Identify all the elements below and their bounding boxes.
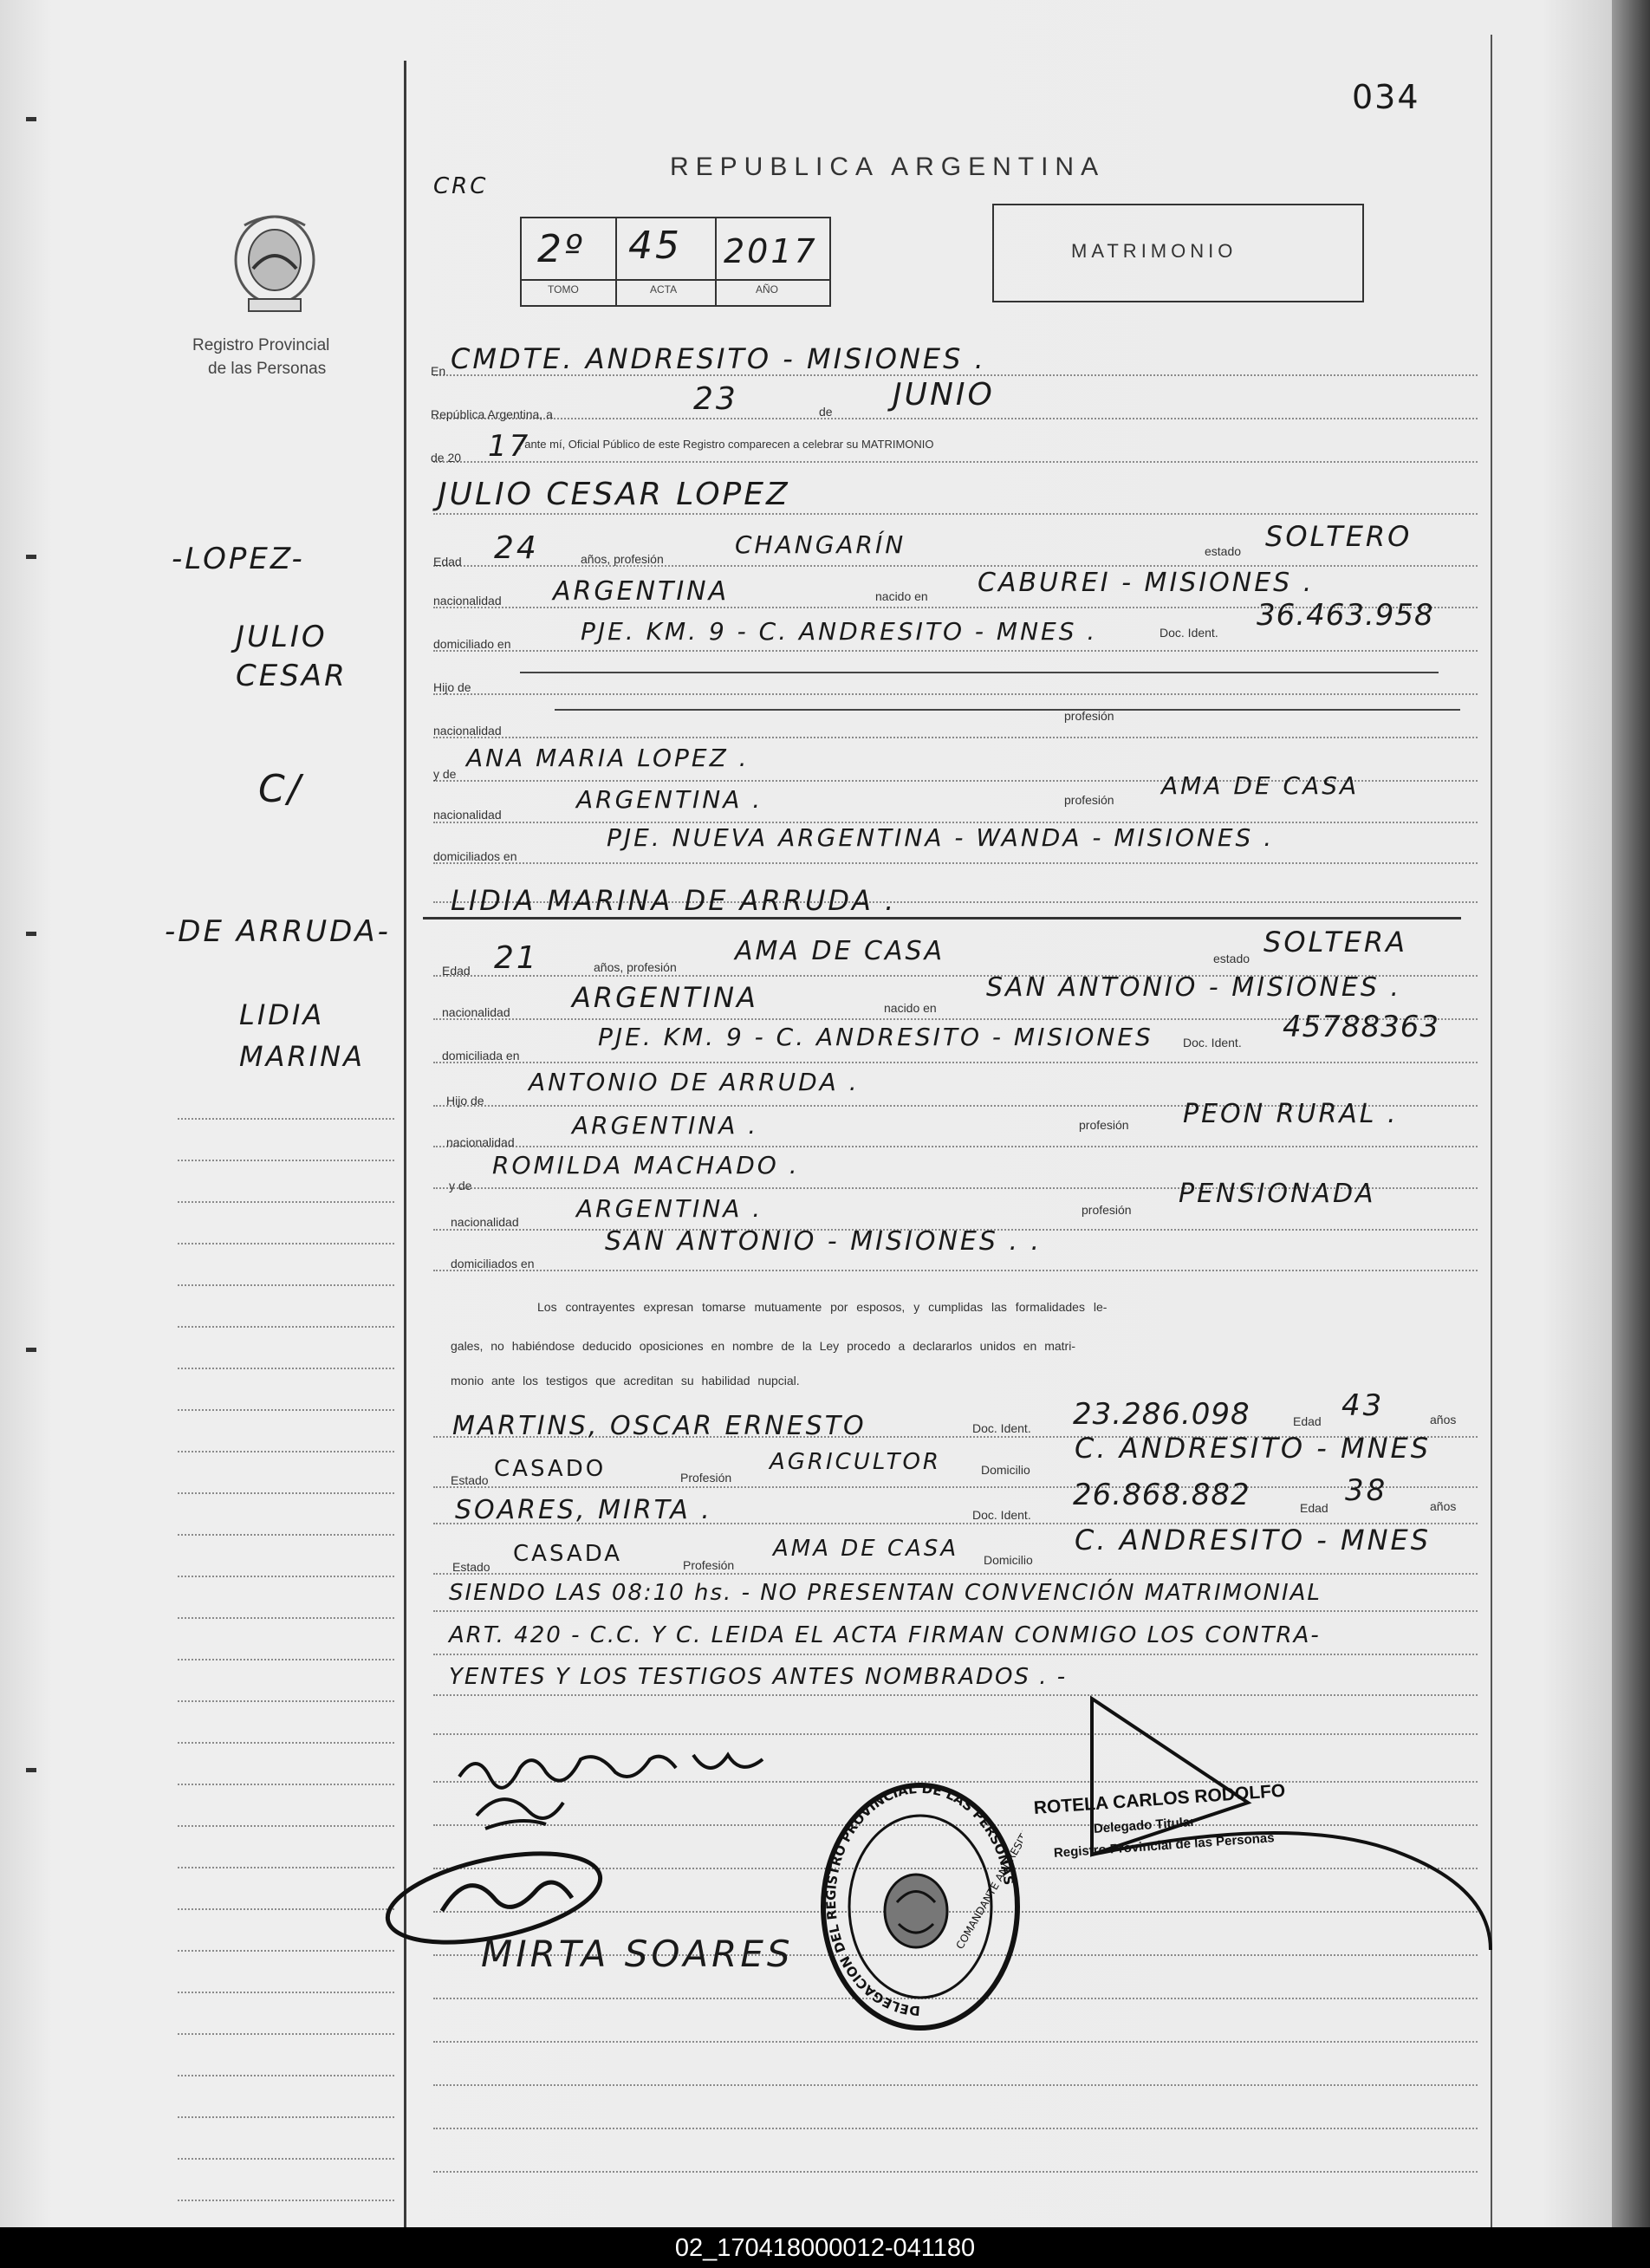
registry-line2: de las Personas [208, 360, 327, 378]
ceremony-day: 23 [693, 381, 738, 417]
form-dotted-line [433, 2171, 1478, 2173]
sidebar-dotted-line [178, 1784, 394, 1785]
sidebar-dotted-line [178, 2075, 394, 2076]
bride-name1: LIDIA [239, 998, 325, 1031]
witness1-estado-label: Estado [451, 1473, 489, 1487]
groom-name2: CESAR [236, 659, 348, 693]
groom-name1: JULIO [236, 620, 328, 654]
sidebar-dotted-line [178, 2200, 394, 2201]
groom-mother-label: y de [433, 767, 457, 781]
witness1-name: MARTINS, OSCAR ERNESTO [452, 1411, 867, 1441]
official-office: Registro Provincial de las Personas [1053, 1830, 1276, 1861]
witness1-age-label: Edad [1293, 1414, 1322, 1428]
witness2-age-label: Edad [1300, 1501, 1328, 1515]
official-name: ROTELA CARLOS RODOLFO [1033, 1780, 1286, 1818]
acta-label: ACTA [650, 283, 678, 296]
form-dotted-line [433, 1654, 1478, 1655]
stamp-inner-text: COMANDANTE ANDRESITO [953, 1824, 1023, 1952]
tomo-value: 2º [537, 227, 585, 271]
note-line3: YENTES Y LOS TESTIGOS ANTES NOMBRADOS . - [449, 1664, 1068, 1690]
country-title: REPUBLICA ARGENTINA [670, 153, 1106, 181]
act-type: MATRIMONIO [1071, 240, 1238, 262]
en-label: En [431, 364, 446, 378]
sidebar-dotted-line [178, 2158, 394, 2160]
bride-father-nat: ARGENTINA . [572, 1111, 759, 1140]
bride-age: 21 [494, 940, 539, 976]
groom-doc-label: Doc. Ident. [1160, 626, 1218, 640]
bride-mother-prof: PENSIONADA [1179, 1179, 1376, 1209]
sidebar-dotted-line [178, 1825, 394, 1827]
sidebar-dotted-line [178, 1284, 394, 1286]
sidebar-dotted-line [178, 1992, 394, 1993]
form-dotted-line [433, 418, 1478, 419]
year-label: de 20 [431, 451, 462, 465]
form-dotted-line [433, 650, 1478, 652]
anio-value: 2017 [724, 232, 818, 270]
witness1-years-label: años [1430, 1413, 1457, 1426]
form-dotted-line [433, 1062, 1478, 1063]
registry-stamp [819, 1777, 1023, 2037]
groom-age-label: Edad [433, 555, 462, 569]
form-dotted-line [433, 2128, 1478, 2129]
bride-father-nat-label: nacionalidad [446, 1135, 515, 1149]
witness1-estado: CASADO [494, 1456, 607, 1482]
bride-hijo-label: Hijo de [446, 1094, 484, 1108]
page-number: 034 [1352, 78, 1420, 116]
witness2-doc-label: Doc. Ident. [972, 1508, 1031, 1522]
witness2-profession: AMA DE CASA [773, 1536, 959, 1562]
bride-domicilio-label: domiciliada en [442, 1049, 520, 1063]
witness1-domicilio: C. ANDRESITO - MNES [1075, 1432, 1432, 1465]
groom-nationality-label: nacionalidad [433, 594, 502, 608]
de-label: de [819, 405, 833, 419]
groom-section-divider [423, 917, 1461, 920]
groom-hijo-label: Hijo de [433, 680, 471, 694]
tomo-label: TOMO [548, 283, 579, 296]
bride-mother-label: y de [449, 1179, 472, 1192]
form-dotted-line [433, 1610, 1478, 1612]
sidebar-dotted-line [178, 1700, 394, 1702]
form-dotted-line [433, 862, 1478, 864]
sidebar-dotted-line [178, 1118, 394, 1120]
bride-nacido-label: nacido en [884, 1001, 937, 1015]
groom-estado-label: estado [1205, 544, 1242, 558]
bride-parents-dom-label: domiciliados en [451, 1257, 535, 1270]
bride-doc: 45788363 [1283, 1010, 1440, 1044]
bride-mother-nat: ARGENTINA . [576, 1194, 763, 1223]
form-dotted-line [433, 1573, 1478, 1575]
sidebar-dotted-line [178, 1326, 394, 1328]
groom-parents-dom: PJE. NUEVA ARGENTINA - WANDA - MISIONES . [607, 823, 1275, 852]
witness1-prof-label: Profesión [680, 1471, 732, 1485]
note-line2: ART. 420 - C.C. Y C. LEIDA EL ACTA FIRMAN CONMIGO LOS CONTRA- [449, 1622, 1321, 1648]
bride-mother-nat-label: nacionalidad [451, 1215, 519, 1229]
bride-doc-label: Doc. Ident. [1183, 1036, 1242, 1050]
connector: C/ [258, 767, 303, 811]
bride-estado-label: estado [1213, 952, 1250, 965]
sidebar-dotted-line [178, 1451, 394, 1452]
witness1-age: 43 [1341, 1388, 1385, 1423]
bride-years-prof-label: años, profesión [594, 960, 677, 974]
bride-full-name: LIDIA MARINA DE ARRUDA . [451, 884, 897, 917]
witness2-years-label: años [1430, 1499, 1457, 1513]
registry-line1: Registro Provincial [192, 336, 330, 354]
sidebar-dotted-line [178, 2116, 394, 2118]
document-id: 02_170418000012-041180 [674, 2234, 976, 2262]
witness1-doc: 23.286.098 [1073, 1397, 1250, 1432]
groom-father-prof-label: profesión [1064, 709, 1114, 723]
bride-birthplace: SAN ANTONIO - MISIONES . [986, 972, 1401, 1003]
groom-full-name: JULIO CESAR LOPEZ [438, 477, 790, 512]
sidebar-dotted-line [178, 1492, 394, 1494]
form-dotted-line [433, 1270, 1478, 1271]
groom-birthplace: CABUREI - MISIONES . [978, 568, 1315, 598]
ceremony-month: JUNIO [893, 377, 995, 413]
bride-nationality-label: nacionalidad [442, 1005, 510, 1019]
ceremony-year: 17 [488, 429, 531, 464]
sidebar-dotted-line [178, 1867, 394, 1868]
bride-mother-prof-label: profesión [1082, 1203, 1132, 1217]
declaration-line2: gales, no habiéndose deducido oposiciones en nombre de la Ley procedo a declararlos unidos en matri- [451, 1339, 1075, 1353]
witness1-doc-label: Doc. Ident. [972, 1421, 1031, 1435]
form-dotted-line [433, 1146, 1478, 1147]
bride-mother: ROMILDA MACHADO . [492, 1151, 800, 1179]
form-dotted-line [433, 737, 1478, 738]
cre-mark: CRC [433, 173, 489, 199]
bride-father: ANTONIO DE ARRUDA . [529, 1068, 860, 1096]
witness1-profession: AGRICULTOR [770, 1449, 941, 1475]
groom-surname: -LOPEZ- [172, 542, 305, 576]
groom-doc: 36.463.958 [1257, 598, 1434, 633]
groom-signature [451, 1733, 780, 1850]
groom-parents-dom-label: domiciliados en [433, 849, 517, 863]
official-title: Delegado Titular [1093, 1814, 1196, 1836]
bride-parents-dom: SAN ANTONIO - MISIONES . . [605, 1226, 1043, 1257]
sidebar-dotted-line [178, 1534, 394, 1536]
groom-mother-prof-label: profesión [1064, 793, 1114, 807]
form-dotted-line [433, 1486, 1478, 1488]
witness2-dom-label: Domicilio [984, 1553, 1033, 1567]
groom-age: 24 [494, 530, 539, 566]
coat-of-arms-icon [227, 208, 322, 321]
form-dotted-line [433, 2041, 1478, 2043]
bride-nationality: ARGENTINA [572, 981, 758, 1014]
sidebar-dotted-line [178, 1742, 394, 1744]
groom-nationality: ARGENTINA [553, 576, 730, 607]
bride-profession: AMA DE CASA [735, 936, 945, 966]
groom-address: PJE. KM. 9 - C. ANDRESITO - MNES . [581, 617, 1098, 646]
father-blank-line [520, 672, 1439, 673]
groom-mother-nat-label: nacionalidad [433, 808, 502, 822]
declaration-line1: Los contrayentes expresan tomarse mutuamente por esposos, y cumplidas las formalidades le- [537, 1300, 1108, 1314]
republica-label: República Argentina, a [431, 407, 553, 421]
groom-profession: CHANGARÍN [735, 530, 906, 559]
sidebar-dotted-line [178, 1576, 394, 1577]
witness1-dom-label: Domicilio [981, 1463, 1030, 1477]
witness2-domicilio: C. ANDRESITO - MNES [1075, 1524, 1432, 1556]
anio-label: AÑO [756, 283, 779, 296]
stamp-ring-text: DELEGACION DEL REGISTRO PROVINCIAL DE LAS PERSONAS [822, 1780, 1017, 2019]
bride-surname: -DE ARRUDA- [165, 914, 391, 949]
groom-estado: SOLTERO [1265, 520, 1413, 553]
ceremony-place: CMDTE. ANDRESITO - MISIONES . [451, 342, 986, 375]
book-edge [1612, 0, 1650, 2227]
witness2-doc: 26.868.882 [1073, 1478, 1250, 1512]
sidebar-dotted-line [178, 1659, 394, 1660]
sidebar-dotted-line [178, 2033, 394, 2035]
sidebar-dotted-line [178, 1908, 394, 1910]
intro-statement: , ante mí, Oficial Público de este Registro comparecen a celebrar su MATRIMONIO [518, 438, 934, 451]
groom-mother-nat: ARGENTINA . [576, 785, 763, 814]
groom-father-nat-label: nacionalidad [433, 724, 502, 738]
sidebar-dotted-line [178, 1201, 394, 1203]
groom-mother-prof: AMA DE CASA [1161, 771, 1360, 800]
form-dotted-line [433, 693, 1478, 695]
bride-address: PJE. KM. 9 - C. ANDRESITO - MISIONES [598, 1023, 1153, 1051]
sidebar-dotted-line [178, 1409, 394, 1411]
groom-years-prof-label: años, profesión [581, 552, 664, 566]
sidebar-dotted-line [178, 1950, 394, 1952]
bride-name2: MARINA [239, 1040, 365, 1073]
acta-value: 45 [628, 224, 682, 268]
bride-father-prof-label: profesión [1079, 1118, 1129, 1132]
witness2-estado-label: Estado [452, 1560, 490, 1574]
note-line1: SIENDO LAS 08:10 hs. - NO PRESENTAN CONVENCIÓN MATRIMONIAL [449, 1580, 1322, 1606]
sidebar-dotted-line [178, 1368, 394, 1369]
groom-nacido-label: nacido en [875, 589, 928, 603]
sidebar-dotted-line [178, 1617, 394, 1619]
witness2-signature: MIRTA SOARES [481, 1933, 794, 1975]
groom-domicilio-label: domiciliado en [433, 637, 511, 651]
sidebar-dotted-line [178, 1243, 394, 1244]
witness2-name: SOARES, MIRTA . [455, 1495, 712, 1525]
groom-mother: ANA MARIA LOPEZ . [466, 744, 750, 772]
form-dotted-line [433, 513, 1478, 515]
father-blank-line [1153, 709, 1460, 711]
witness2-prof-label: Profesión [683, 1558, 735, 1572]
bride-father-prof: PEON RURAL . [1183, 1099, 1399, 1129]
declaration-line3: monio ante los testigos que acreditan su habilidad nupcial. [451, 1374, 800, 1387]
bride-age-label: Edad [442, 964, 471, 978]
form-dotted-line [433, 461, 1478, 463]
witness2-estado: CASADA [513, 1541, 623, 1567]
form-dotted-line [433, 2084, 1478, 2086]
bride-estado: SOLTERA [1263, 926, 1408, 959]
sidebar-dotted-line [178, 1160, 394, 1161]
witness2-age: 38 [1345, 1473, 1388, 1508]
